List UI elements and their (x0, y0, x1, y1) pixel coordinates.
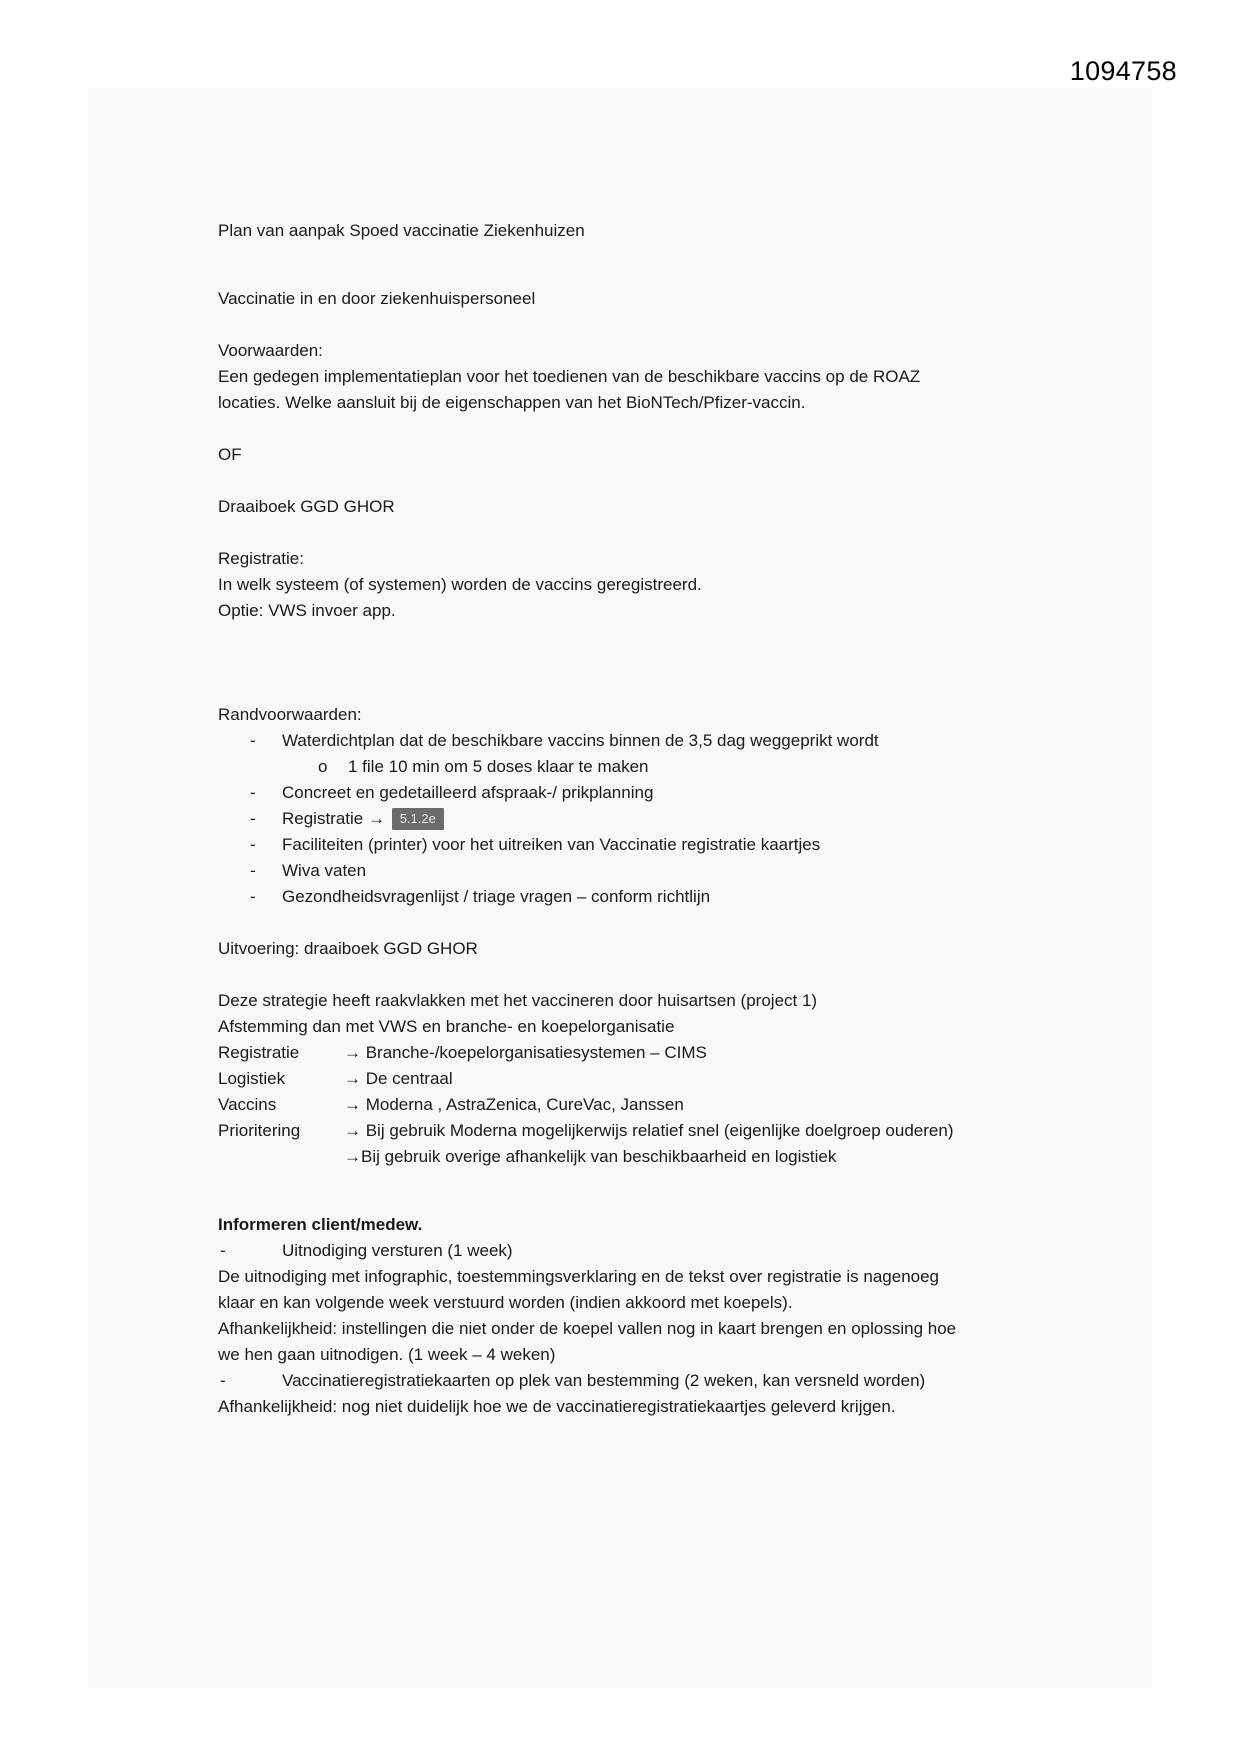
strategie-line: Afstemming dan met VWS en branche- en koepelorganisatie (218, 1017, 675, 1036)
strategie-row (218, 1092, 1038, 1118)
row-value: → Bij gebruik Moderna mogelijkerwijs relatief snel (eigenlijke doelgroep ouderen) (344, 1121, 954, 1140)
dash-bullet: - (250, 809, 256, 828)
informeren-heading: Informeren client/medew. (218, 1215, 423, 1234)
list-item: - Wiva vaten (218, 858, 1038, 884)
row-value: → Moderna , AstraZenica, CureVac, Janssen (344, 1095, 684, 1114)
list-subitem: o 1 file 10 min om 5 doses klaar te maken (218, 754, 1038, 780)
document-subtitle: Vaccinatie in en door ziekenhuispersoneel (218, 289, 536, 308)
document-title: Plan van aanpak Spoed vaccinatie Ziekenhuizen (218, 221, 585, 240)
row-label: Registratie (218, 1043, 300, 1062)
dash-bullet: - (250, 731, 256, 750)
list-item: - Faciliteiten (printer) voor het uitreiken van Vaccinatie registratie kaartjes (218, 832, 1038, 858)
dash-bullet: - (250, 835, 256, 854)
dash-bullet: - (250, 783, 256, 802)
informeren-line: Afhankelijkheid: instellingen die niet onder de koepel vallen nog in kaart brengen en oplossing hoe (218, 1319, 957, 1338)
row-label: Vaccins (218, 1095, 277, 1114)
dash-bullet: - (220, 1371, 226, 1390)
circle-bullet: o (318, 757, 328, 776)
strategie-extra: →Bij gebruik overige afhankelijk van beschikbaarheid en logistiek (344, 1147, 837, 1166)
draaiboek-text: Draaiboek GGD GHOR (218, 497, 395, 516)
informeren-line: Afhankelijkheid: nog niet duidelijk hoe we de vaccinatieregistratiekaartjes geleverd krijgen. (218, 1397, 896, 1416)
list-item: - Concreet en gedetailleerd afspraak-/ prikplanning (218, 780, 1038, 806)
list-item: - Vaccinatieregistratiekaarten op plek van bestemming (2 weken, kan versneld worden) (218, 1368, 1038, 1394)
strategie-line: Deze strategie heeft raakvlakken met het vaccineren door huisartsen (project 1) (218, 991, 818, 1010)
informeren-line: we hen gaan uitnodigen. (1 week – 4 weken) (218, 1345, 556, 1364)
document-id: 1094758 (1069, 56, 1177, 86)
dash-bullet: - (250, 887, 256, 906)
voorwaarden-heading: Voorwaarden: (218, 341, 323, 360)
informeren-line: klaar en kan volgende week verstuurd worden (indien akkoord met koepels). (218, 1293, 793, 1312)
voorwaarden-line: Een gedegen implementatieplan voor het toedienen van de beschikbare vaccins op de ROAZ (218, 367, 921, 386)
dash-bullet: - (250, 861, 256, 880)
registratie-line: Optie: VWS invoer app. (218, 601, 396, 620)
strategie-row (218, 1118, 1038, 1144)
list-item: - Uitnodiging versturen (1 week) (218, 1238, 1038, 1264)
of-text: OF (218, 445, 242, 464)
registratie-heading: Registratie: (218, 549, 304, 568)
voorwaarden-line: locaties. Welke aansluit bij de eigenschappen van het BioNTech/Pfizer-vaccin. (218, 393, 806, 412)
list-item: - Gezondheidsvragenlijst / triage vragen – conform richtlijn (218, 884, 1038, 910)
informeren-line: De uitnodiging met infographic, toestemmingsverklaring en de tekst over registratie is nagenoeg (218, 1267, 940, 1286)
row-label: Prioritering (218, 1121, 301, 1140)
strategie-row (218, 1040, 1038, 1066)
list-item: - Registratie → 5.1.2e (218, 806, 1038, 832)
redaction-label: 5.1.2e (392, 808, 444, 830)
registratie-line: In welk systeem (of systemen) worden de vaccins geregistreerd. (218, 575, 702, 594)
randvoorwaarden-heading: Randvoorwaarden: (218, 705, 362, 724)
strategie-row (218, 1066, 1038, 1092)
row-value: → Branche-/koepelorganisatiesystemen – CIMS (344, 1043, 707, 1062)
dash-bullet: - (220, 1241, 226, 1260)
document-body (218, 218, 1038, 1420)
uitvoering-text: Uitvoering: draaiboek GGD GHOR (218, 939, 478, 958)
row-value: → De centraal (344, 1069, 453, 1088)
list-item: - Waterdichtplan dat de beschikbare vaccins binnen de 3,5 dag weggeprikt wordt (218, 728, 1038, 754)
row-label: Logistiek (218, 1069, 286, 1088)
